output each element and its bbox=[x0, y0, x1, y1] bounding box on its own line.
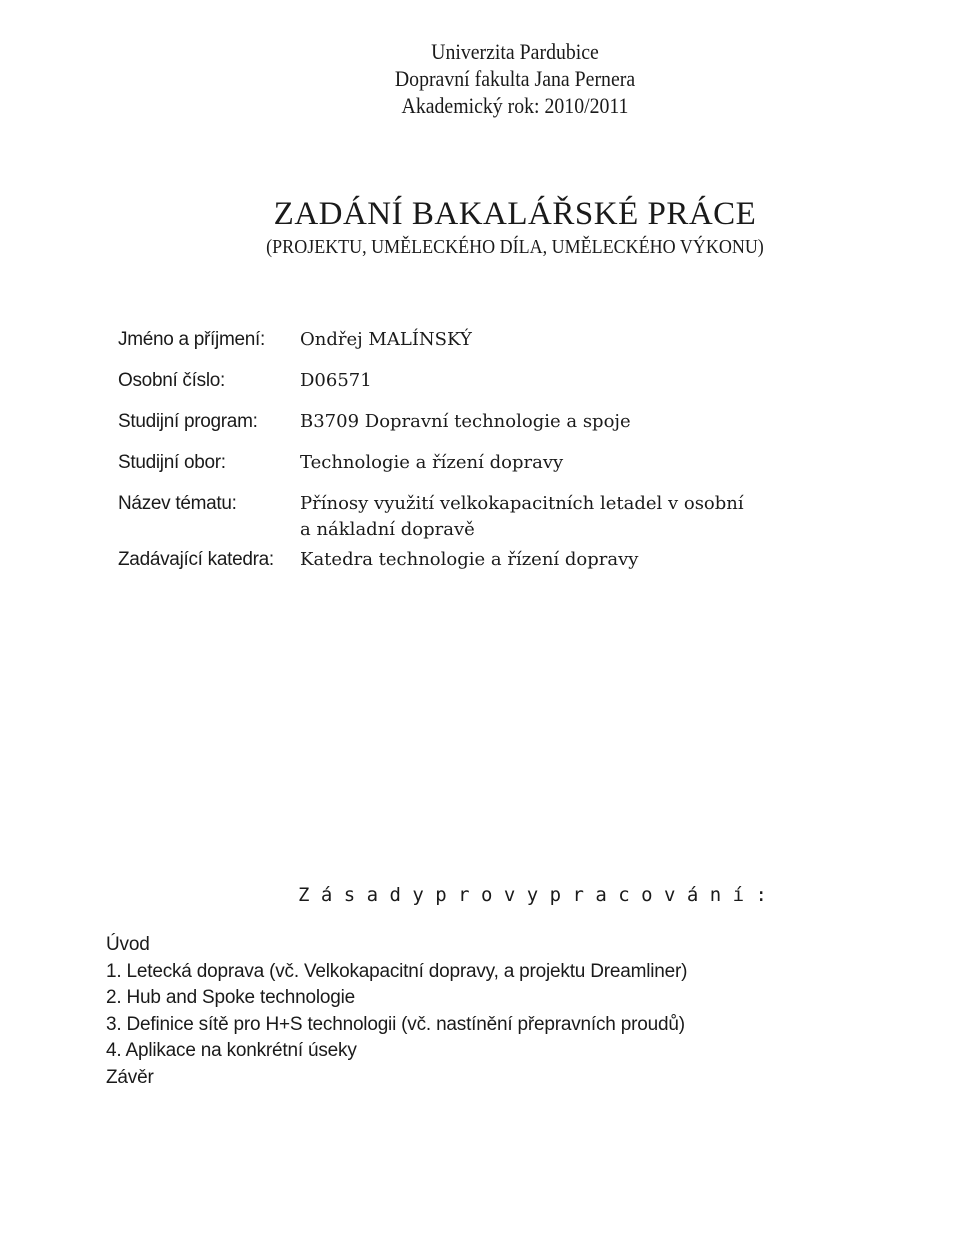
info-value: Přínosy využití velkokapacitních letadel v osobní bbox=[300, 493, 744, 514]
title-block bbox=[0, 195, 960, 261]
info-row-department bbox=[118, 547, 898, 579]
principles-heading: Z á s a d y p r o v y p r a c o v á n í : bbox=[298, 884, 767, 906]
info-label: Název tématu: bbox=[118, 493, 237, 514]
academic-year: Akademický rok: 2010/2011 bbox=[401, 93, 629, 118]
outline-item: Závěr bbox=[106, 1066, 154, 1088]
outline-item: 1. Letecká doprava (vč. Velkokapacitní dopravy, a projektu Dreamliner) bbox=[106, 960, 688, 982]
info-row-topic bbox=[118, 491, 898, 543]
info-value: D06571 bbox=[300, 370, 372, 391]
document-subtitle: (PROJEKTU, UMĚLECKÉHO DÍLA, UMĚLECKÉHO VÝKONU) bbox=[266, 236, 764, 258]
info-row-study-field bbox=[118, 450, 898, 482]
info-label: Zadávající katedra: bbox=[118, 549, 274, 570]
info-label: Studijní program: bbox=[118, 411, 258, 432]
info-value: Technologie a řízení dopravy bbox=[300, 452, 564, 473]
student-info bbox=[118, 327, 898, 588]
info-row-study-program bbox=[118, 409, 898, 441]
info-value: Ondřej MALÍNSKÝ bbox=[300, 329, 472, 350]
outline-item: 4. Aplikace na konkrétní úseky bbox=[106, 1040, 357, 1061]
info-value: B3709 Dopravní technologie a spoje bbox=[300, 411, 631, 432]
faculty-name: Dopravní fakulta Jana Pernera bbox=[394, 66, 636, 91]
document-title: ZADÁNÍ BAKALÁŘSKÉ PRÁCE bbox=[273, 196, 757, 232]
info-row-personal-number bbox=[118, 368, 898, 400]
info-label: Osobní číslo: bbox=[118, 370, 225, 391]
info-value-line2: a nákladní dopravě bbox=[300, 519, 475, 540]
outline-item: 3. Definice sítě pro H+S technologii (vč. nastínění přepravních proudů) bbox=[106, 1013, 685, 1035]
info-label: Studijní obor: bbox=[118, 452, 226, 473]
info-value: Katedra technologie a řízení dopravy bbox=[300, 549, 639, 570]
outline-list bbox=[106, 932, 687, 1091]
outline-item: Úvod bbox=[106, 934, 150, 955]
outline-item: 2. Hub and Spoke technologie bbox=[106, 987, 355, 1008]
header bbox=[0, 38, 960, 119]
university-name: Univerzita Pardubice bbox=[431, 39, 599, 64]
info-label: Jméno a příjmení: bbox=[118, 329, 265, 350]
info-row-name bbox=[118, 327, 898, 359]
